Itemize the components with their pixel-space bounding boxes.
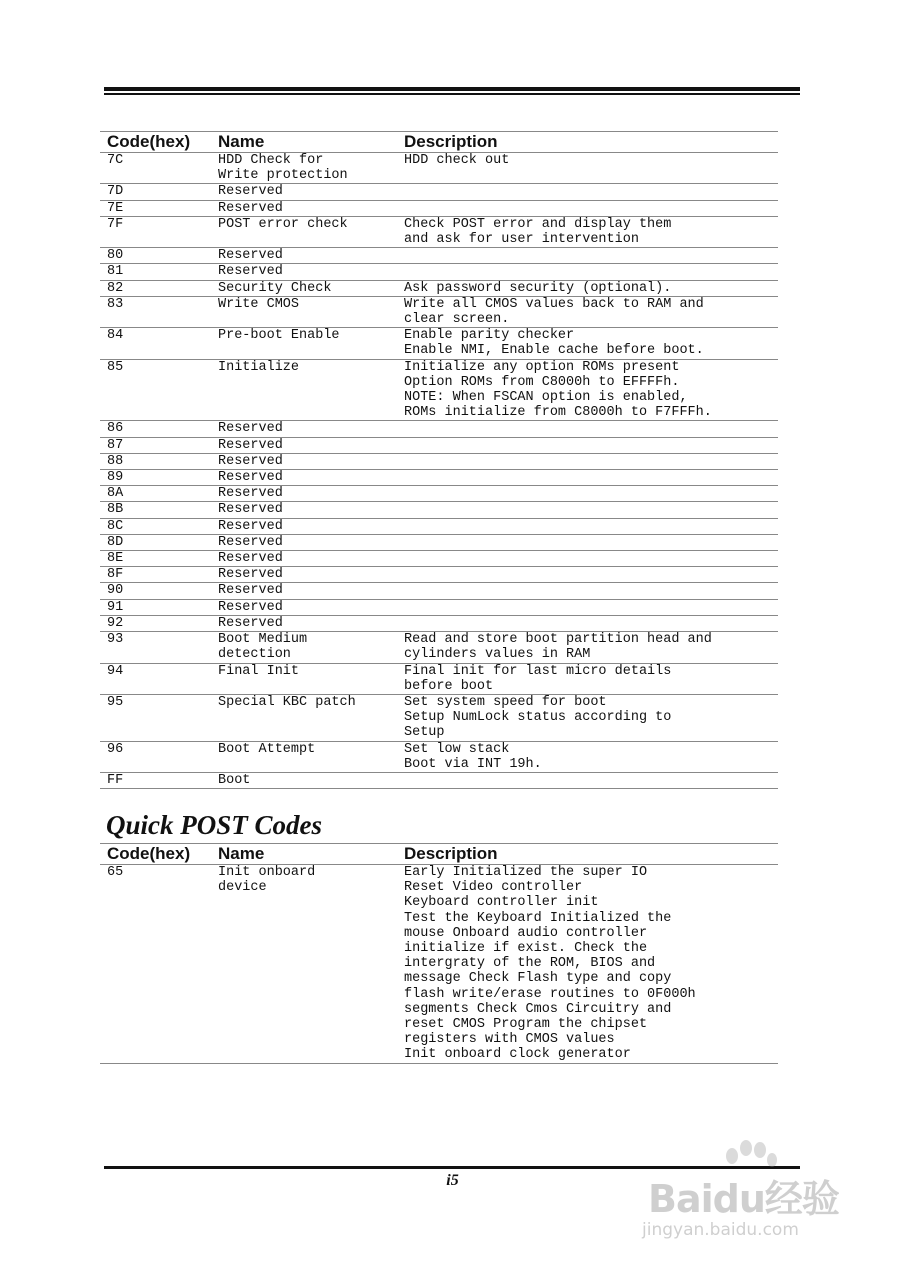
table-row [100, 865, 778, 1064]
code-cell: 90 [100, 583, 211, 599]
code-cell: 91 [100, 599, 211, 615]
table-row [100, 280, 778, 296]
table-row [100, 470, 778, 486]
code-cell: 8B [100, 502, 211, 518]
name-cell: Reserved [211, 248, 397, 264]
code-cell: 95 [100, 694, 211, 741]
name-cell: HDD Check for Write protection [211, 153, 397, 184]
description-cell: HDD check out [397, 153, 778, 184]
watermark-logo: Baidu经验 [648, 1177, 839, 1221]
table-row [100, 359, 778, 421]
name-cell: Reserved [211, 502, 397, 518]
code-cell: 7C [100, 153, 211, 184]
description-cell: Initialize any option ROMs present Option ROMs from C8000h to EFFFFh. NOTE: When FSCAN option is enabled, ROMs initialize from C8000h to F7FFFh. [397, 359, 778, 421]
header-description: Description [397, 844, 778, 865]
table-row [100, 486, 778, 502]
table-header-row [100, 132, 778, 153]
code-cell: 82 [100, 280, 211, 296]
name-cell: Reserved [211, 599, 397, 615]
description-cell [397, 551, 778, 567]
table-row [100, 632, 778, 663]
description-cell: Read and store boot partition head and cylinders values in RAM [397, 632, 778, 663]
name-cell: Reserved [211, 437, 397, 453]
description-cell [397, 453, 778, 469]
watermark [640, 1140, 860, 1250]
description-cell [397, 615, 778, 631]
table-header-row [100, 844, 778, 865]
description-cell: Final init for last micro details before boot [397, 663, 778, 694]
description-cell [397, 486, 778, 502]
header-name: Name [211, 844, 397, 865]
name-cell: Reserved [211, 421, 397, 437]
table-row [100, 663, 778, 694]
code-cell: FF [100, 772, 211, 788]
name-cell: Boot Attempt [211, 741, 397, 772]
description-cell: Write all CMOS values back to RAM and clear screen. [397, 296, 778, 327]
table-row [100, 741, 778, 772]
description-cell [397, 567, 778, 583]
table-row [100, 615, 778, 631]
header-name: Name [211, 132, 397, 153]
table-row [100, 599, 778, 615]
code-cell: 83 [100, 296, 211, 327]
code-cell: 8F [100, 567, 211, 583]
code-cell: 7F [100, 216, 211, 247]
name-cell: Reserved [211, 518, 397, 534]
description-cell [397, 437, 778, 453]
description-cell: Early Initialized the super IO Reset Video controller Keyboard controller init Test the Keyboard Initialized the mouse Onboard audio controller initialize if exist. Check the intergraty of the ROM, BIOS and message Check Flash type and copy flash write/erase routines to 0F000h segments Check Cmos Circuitry and reset CMOS Program the chipset registers with CMOS values Init onboard clock generator [397, 865, 778, 1064]
code-cell: 8A [100, 486, 211, 502]
name-cell: Reserved [211, 567, 397, 583]
code-cell: 89 [100, 470, 211, 486]
name-cell: Reserved [211, 184, 397, 200]
name-cell: Boot [211, 772, 397, 788]
description-cell: Enable parity checker Enable NMI, Enable cache before boot. [397, 328, 778, 359]
table-row [100, 534, 778, 550]
code-cell: 94 [100, 663, 211, 694]
code-cell: 87 [100, 437, 211, 453]
post-codes-table [100, 131, 778, 789]
code-cell: 86 [100, 421, 211, 437]
table-row [100, 296, 778, 327]
header-code: Code(hex) [100, 132, 211, 153]
name-cell: Initialize [211, 359, 397, 421]
name-cell: Reserved [211, 470, 397, 486]
table-row [100, 453, 778, 469]
table-row [100, 264, 778, 280]
description-cell [397, 421, 778, 437]
code-cell: 81 [100, 264, 211, 280]
page-number: i5 [446, 1172, 459, 1189]
name-cell: Pre-boot Enable [211, 328, 397, 359]
name-cell: Reserved [211, 583, 397, 599]
name-cell: Reserved [211, 264, 397, 280]
name-cell: Security Check [211, 280, 397, 296]
name-cell: Reserved [211, 615, 397, 631]
header-code: Code(hex) [100, 844, 211, 865]
description-cell: Set low stack Boot via INT 19h. [397, 741, 778, 772]
name-cell: Special KBC patch [211, 694, 397, 741]
code-cell: 8E [100, 551, 211, 567]
table-row [100, 772, 778, 788]
name-cell: Reserved [211, 551, 397, 567]
code-cell: 65 [100, 865, 211, 1064]
table-row [100, 216, 778, 247]
name-cell: Init onboard device [211, 865, 397, 1064]
section-title: Quick POST Codes [106, 810, 322, 840]
table-row [100, 248, 778, 264]
code-cell: 8C [100, 518, 211, 534]
code-cell: 80 [100, 248, 211, 264]
code-cell: 8D [100, 534, 211, 550]
description-cell [397, 470, 778, 486]
description-cell [397, 248, 778, 264]
code-cell: 96 [100, 741, 211, 772]
name-cell: Final Init [211, 663, 397, 694]
code-cell: 85 [100, 359, 211, 421]
name-cell: Reserved [211, 486, 397, 502]
table-row [100, 567, 778, 583]
code-cell: 92 [100, 615, 211, 631]
table-row [100, 551, 778, 567]
code-cell: 7E [100, 200, 211, 216]
table-row [100, 153, 778, 184]
description-cell [397, 772, 778, 788]
table-row [100, 502, 778, 518]
top-rule-thin [104, 93, 800, 95]
description-cell [397, 264, 778, 280]
description-cell [397, 534, 778, 550]
quick-codes-table [100, 843, 778, 1064]
description-cell [397, 184, 778, 200]
description-cell: Ask password security (optional). [397, 280, 778, 296]
description-cell [397, 518, 778, 534]
table-row [100, 437, 778, 453]
description-cell: Check POST error and display them and ask for user intervention [397, 216, 778, 247]
code-cell: 93 [100, 632, 211, 663]
table-row [100, 328, 778, 359]
table-row [100, 421, 778, 437]
name-cell: Reserved [211, 200, 397, 216]
description-cell [397, 502, 778, 518]
table-row [100, 200, 778, 216]
code-cell: 88 [100, 453, 211, 469]
name-cell: Reserved [211, 534, 397, 550]
description-cell [397, 583, 778, 599]
name-cell: POST error check [211, 216, 397, 247]
code-cell: 7D [100, 184, 211, 200]
description-cell [397, 599, 778, 615]
table-row [100, 184, 778, 200]
header-description: Description [397, 132, 778, 153]
name-cell: Reserved [211, 453, 397, 469]
description-cell: Set system speed for boot Setup NumLock status according to Setup [397, 694, 778, 741]
watermark-url: jingyan.baidu.com [642, 1220, 799, 1240]
name-cell: Write CMOS [211, 296, 397, 327]
table-row [100, 694, 778, 741]
table-row [100, 518, 778, 534]
top-rule-thick [104, 87, 800, 91]
table-row [100, 583, 778, 599]
description-cell [397, 200, 778, 216]
code-cell: 84 [100, 328, 211, 359]
name-cell: Boot Medium detection [211, 632, 397, 663]
